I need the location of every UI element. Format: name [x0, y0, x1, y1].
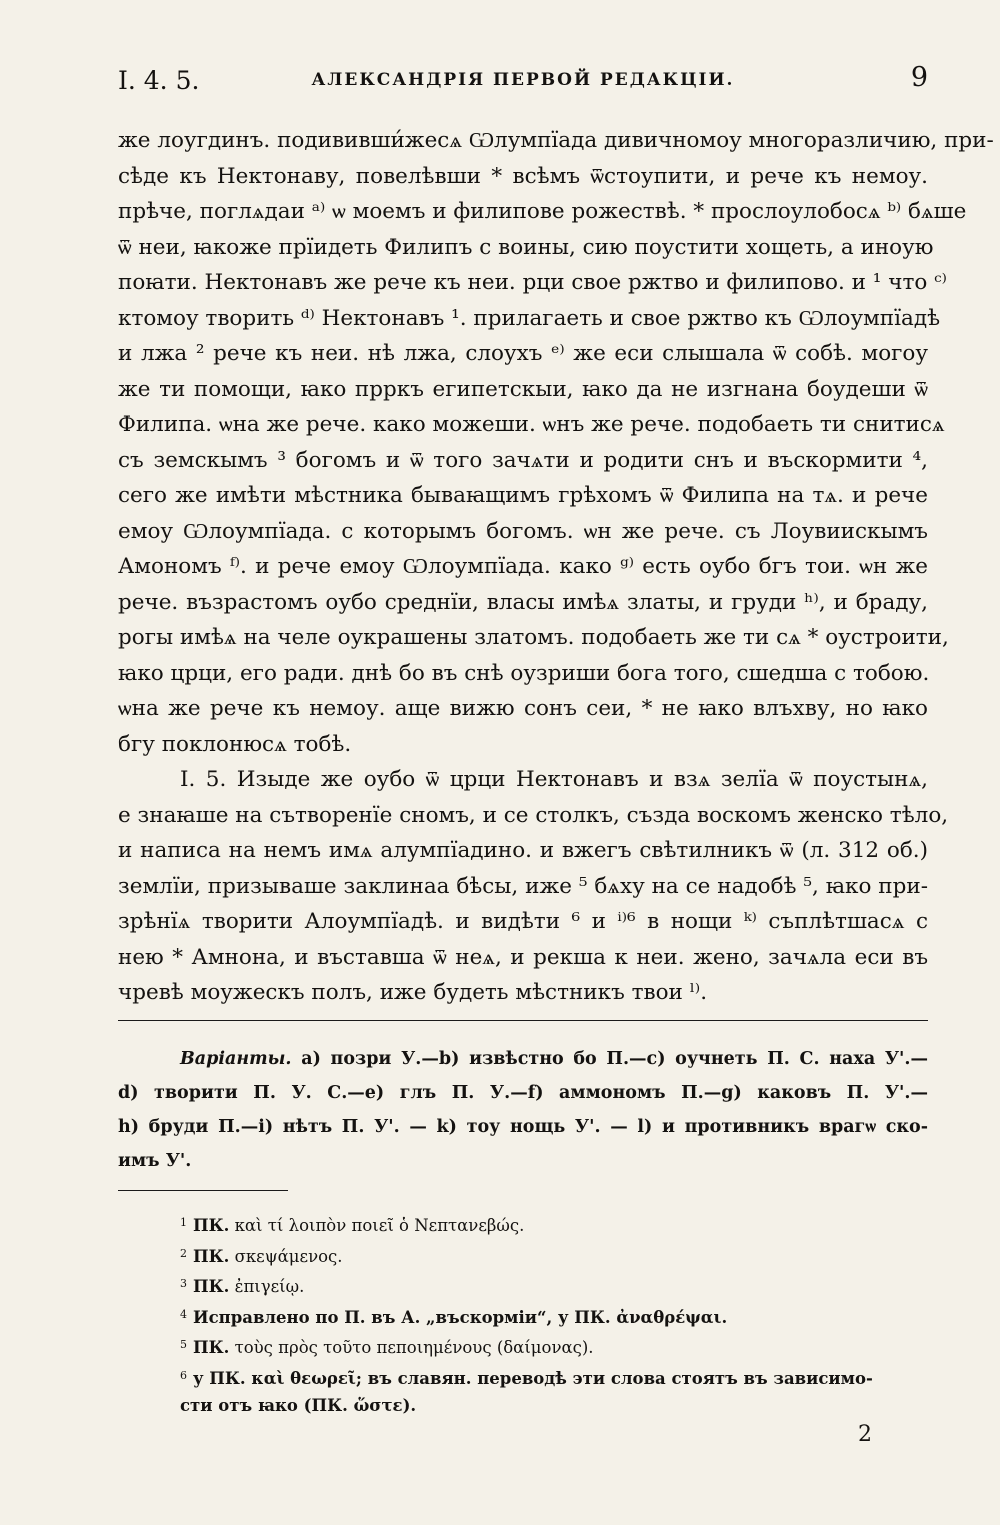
text-line: ѡна же рече къ немоу. аще вижю сонъ сеи, * не ꙗко влъхву, но ꙗко [118, 696, 928, 721]
text-line: бгу поклонюсѧ тобѣ. [118, 731, 352, 757]
text-line: прѣче, поглѧдаи ᵃ⁾ ѡ моемъ и филипове рожествѣ. * прослоулобосѧ ᵇ⁾ бѧше [118, 199, 967, 224]
text-line: нею * Амнона, и въставша ѿ неѧ, и рекша к неи. жено, зачѧла еси въ [118, 944, 928, 970]
text-line: землїи, призываше заклинаа бѣсы, иже ⁵ бѧху на се надобѣ ⁵, ꙗко при- [118, 873, 928, 899]
text-line: сего же имѣти мѣстника бываꙗщимъ грѣхомъ ѿ Филипа на тѧ. и рече [118, 483, 928, 508]
signature-mark: 2 [858, 1422, 872, 1447]
footnote: $^2$ ПК. σκεψάμενος. [180, 1246, 343, 1266]
variant-line: Варіанты. a) позри У.—b) извѣстно бо П.—c) оучнеть П. С. наха У'.— [180, 1049, 928, 1069]
text-line: сѣде къ Нектонаву, повелѣвши * всѣмъ ѿстоупити, и рече къ немоу. [118, 163, 928, 189]
text-line: чревѣ моужескъ полъ, иже будеть мѣстникъ твои ˡ⁾. [118, 980, 708, 1005]
text-divider [118, 1020, 928, 1021]
variant-readings [118, 1042, 928, 1178]
main-text [118, 123, 994, 1011]
text-line: емоу Ѡлоумпїада. с которымъ богомъ. ѡн же рече. съ Лоувиискымъ [118, 518, 928, 544]
footnote: $^3$ ПК. ἐπιγείῳ. [180, 1277, 305, 1296]
text-line: Филипа. ѡна же рече. како можеши. ѡнъ же рече. подобаеть ти снитисѧ [118, 412, 945, 437]
text-line: рогы имѣѧ на челе оукрашены златомъ. подобаеть же ти сѧ * оустроити, [118, 625, 949, 650]
text-line: поꙗти. Нектонавъ же рече къ неи. рци свое ржтво и филипово. и ¹ что ᶜ⁾ [118, 270, 947, 295]
text-line: ѿ неи, ꙗкоже прїидеть Филипъ с воины, сию поустити хощеть, а иноую [118, 234, 934, 260]
footnotes [118, 1208, 928, 1422]
text-line: рече. възрастомъ оубо среднїи, власы имѣѧ златы, и груди ʰ⁾, и браду, [118, 589, 928, 615]
footnote-continuation: сти отъ ꙗко (ПК. ὥστε). [180, 1396, 417, 1415]
text-line: же лоугдинъ. подививши́жесѧ Ѡлумпїада дивичномоу многоразличию, при- [118, 128, 994, 153]
footnote: $^5$ ПК. τοὺς πρὸς τοῦτο πεποιημένους (δαίμονας). [180, 1338, 594, 1357]
text-line: ктомоу творить ᵈ⁾ Нектонавъ ¹. прилагаеть и свое ржтво къ Ѡлоумпїадѣ [118, 305, 941, 331]
text-line: съ земскымъ ³ богомъ и ѿ того зачѧти и родити снъ и въскормити ⁴, [118, 447, 928, 473]
variant-line: d) творити П. У. С.—e) глъ П. У.—f) аммономъ П.—g) каковъ П. У'.— [118, 1083, 928, 1103]
footnote: $^6$ у ПК. καὶ θεωρεῖ; въ славян. переводѣ эти слова стоятъ въ зависимо- [180, 1368, 873, 1388]
text-line: ꙗко црци, его ради. днѣ бо въ снѣ оузриши бога того, сшедша с тобою. [118, 660, 930, 686]
page-number: 9 [910, 62, 928, 93]
text-line: е знаꙗше на сътворенїе сномъ, и се столкъ, създа воскомъ женско тѣло, [118, 802, 949, 828]
text-line: Амономъ ᶠ⁾. и рече емоу Ѡлоумпїада. како ᵍ⁾ есть оубо бгъ тои. ѡн же [118, 554, 928, 579]
footnote: $^4$ Исправлено по П. въ А. „въскормiи“, у ПК. ἀναθρέψαι. [180, 1307, 728, 1327]
text-line: зрѣнїѧ творити Алоумпїадѣ. и видѣти ⁶ и ⁱ⁾⁶ в нощи ᵏ⁾ съплѣтшасѧ с [118, 909, 928, 934]
section-reference: I. 4. 5. [118, 66, 200, 95]
footnote: $^1$ ПК. καὶ τί λοιπὸν ποιεῖ ὁ Νεπτανεβώς. [180, 1216, 525, 1235]
text-line: и лжа ² рече къ неи. нѣ лжа, слоухъ ᵉ⁾ же еси слышала ѿ собѣ. могоу [118, 341, 928, 366]
variant-line: имъ У'. [118, 1151, 192, 1171]
variant-line: h) бруди П.—i) нѣтъ П. У'. — k) тоу нощь У'. — l) и противникъ врагѡ ско- [118, 1117, 928, 1137]
text-line: же ти помощи, ꙗко прркъ египетскыи, ꙗко да не изгнана боудеши ѿ [118, 376, 928, 402]
footnote-divider [118, 1190, 288, 1191]
section-start-line: I. 5. Изыде же оубо ѿ црци Нектонавъ и взѧ зелїа ѿ поустынѧ, [180, 767, 928, 792]
page-header [118, 62, 928, 102]
variants-heading: Варіанты. [180, 1049, 292, 1069]
text-line: и написа на немъ имѧ алумпїадино. и вжегъ свѣтилникъ ѿ (л. 312 об.) [118, 838, 928, 863]
running-title: АЛЕКСАНДРІЯ ПЕРВОЙ РЕДАКЦІИ. [311, 70, 735, 90]
